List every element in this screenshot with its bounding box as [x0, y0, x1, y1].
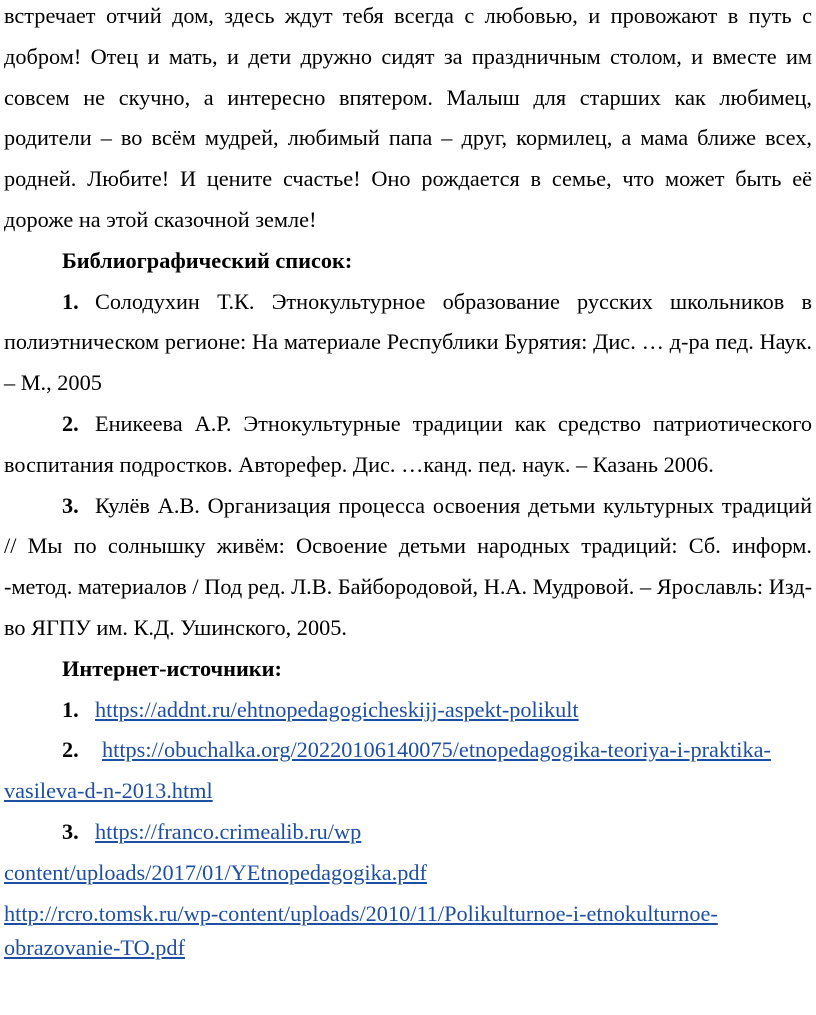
internet-source-link-continuation[interactable]: vasileva-d-n-2013.html [4, 778, 213, 804]
internet-source-item [4, 730, 812, 771]
internet-sources-heading: Интернет-источники: [62, 655, 282, 681]
internet-source-number: 3. [62, 818, 79, 844]
bibliography-item-number: 2. [62, 410, 79, 436]
internet-source-link[interactable]: https://obuchalka.org/20220106140075/etnopedagogika-teoriya-i-praktika- [102, 737, 771, 763]
internet-source-item [4, 690, 812, 731]
bibliography-item-text: Кулёв А.В. Организация процесса освоения детьми культурных традиций // Мы по солнышку живём: Освоение детьми народных традиций: Сб. информ. -метод. материалов / Под ред. Л.В. Байбородовой, Н.А. Мудровой. – Ярославль: Изд-во ЯГПУ им. К.Д. Ушинского, 2005. [4, 492, 812, 640]
internet-source-number: 1. [62, 696, 79, 722]
intro-paragraph: встречает отчий дом, здесь ждут тебя всегда с любовью, и провожают в путь с добром! Отец и мать, и дети дружно сидят за праздничным столом, и вместе им совсем не скучно, а интересно впятером. Малыш для старших как любимец, родители – во всём мудрей, любимый папа – друг, кормилец, а мама ближе всех, родней. Любите! И цените счастье! Оно рождается в семье, что может быть её дороже на этой сказочной земле! [4, 3, 812, 232]
internet-source-extra-link[interactable]: http://rcro.tomsk.ru/wp-content/uploads/2010/11/Polikulturnoe-i-etnokulturnoe- [4, 900, 718, 926]
bibliography-item [4, 282, 812, 404]
bibliography-heading: Библиографический список: [62, 247, 353, 273]
internet-source-item [4, 812, 812, 853]
internet-source-link[interactable]: https://addnt.ru/ehtnopedagogicheskijj-aspekt-polikult [95, 696, 579, 722]
bibliography-item [4, 486, 812, 649]
internet-source-extra-continuation [4, 928, 812, 969]
internet-source-extra-link-continuation[interactable]: obrazovanie-TO.pdf [4, 935, 185, 961]
bibliography-item-number: 3. [62, 492, 79, 518]
internet-source-continuation [4, 771, 812, 812]
internet-source-number: 2. [62, 737, 79, 763]
internet-source-link[interactable]: https://franco.crimealib.ru/wp [95, 818, 362, 844]
internet-source-link-continuation[interactable]: content/uploads/2017/01/YEtnopedagogika.pdf [4, 859, 427, 885]
bibliography-item-number: 1. [62, 288, 79, 314]
bibliography-item-text: Еникеева А.Р. Этнокультурные традиции как средство патриотического воспитания подростков. Авторефер. Дис. …канд. пед. наук. – Казань 2006. [4, 410, 812, 477]
internet-source-continuation [4, 853, 812, 894]
bibliography-item [4, 404, 812, 486]
bibliography-item-text: Солодухин Т.К. Этнокультурное образование русских школьников в полиэтническом регионе: На материале Республики Бурятия: Дис. … д-ра пед. Наук. – М., 2005 [4, 288, 812, 396]
